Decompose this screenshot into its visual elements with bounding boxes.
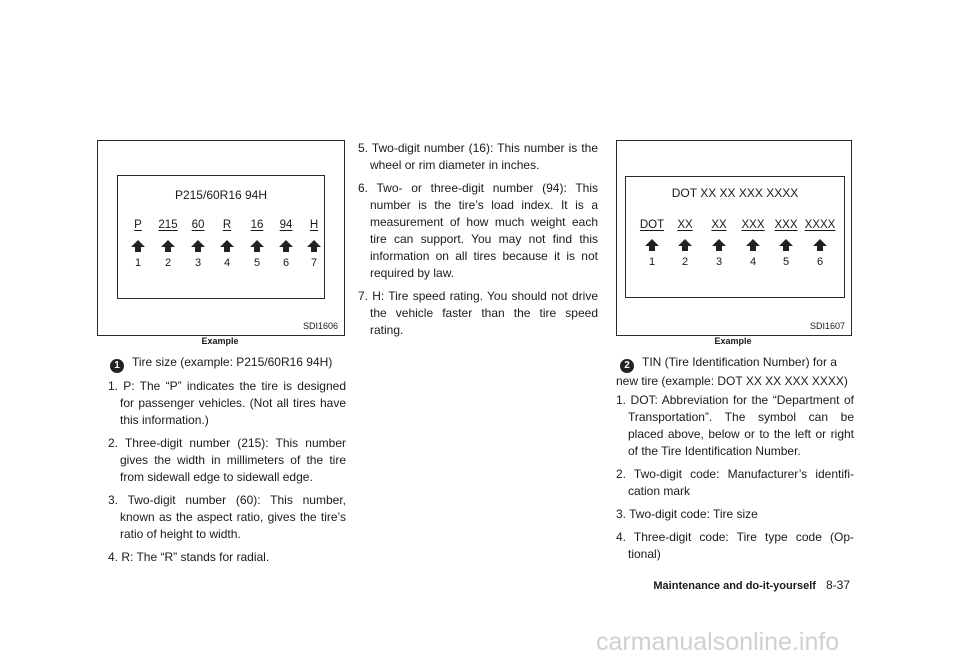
- section-tire-size-title: Tire size (example: P215/60R16 94H): [132, 355, 333, 369]
- figure-tin-caption: Example: [714, 336, 752, 346]
- arrow-up-icon: [779, 238, 793, 250]
- arrow-up-icon: [746, 238, 760, 250]
- arrow-up-icon: [191, 239, 205, 251]
- arrow-up-icon: [645, 238, 659, 250]
- callout-number: 6: [282, 257, 290, 269]
- tire-code-token: XX: [711, 219, 727, 231]
- list-item: 3. Two-digit number (60): This number, known as the aspect ratio, gives the tire’s ratio of height to width.: [108, 493, 346, 541]
- figure-tin-panel: [625, 176, 845, 298]
- callout-number: 5: [782, 256, 790, 268]
- figure-tire-size-panel: [117, 175, 325, 299]
- tire-code-token: 16: [250, 219, 264, 231]
- tire-code-token: 94: [279, 219, 293, 231]
- callout-number: 1: [134, 257, 142, 269]
- tire-code-token: 215: [158, 219, 178, 231]
- callout-number: 6: [816, 256, 824, 268]
- tire-code-token: XX: [677, 219, 693, 231]
- page-footer: [653, 578, 850, 592]
- arrow-up-icon: [678, 238, 692, 250]
- callout-number: 2: [681, 256, 689, 268]
- figure-tire-size-title: P215/60R16 94H: [174, 188, 268, 202]
- section-tin-title-line1: TIN (Tire Identification Number) for a: [642, 355, 837, 369]
- page-number: 8-37: [825, 578, 850, 592]
- tire-code-token: R: [222, 219, 232, 231]
- section-tin-title-line2: new tire (example: DOT XX XX XXX XXXX): [616, 374, 848, 388]
- callout-number: 4: [749, 256, 757, 268]
- callout-number: 4: [223, 257, 231, 269]
- callout-number: 2: [164, 257, 172, 269]
- tire-code-token: DOT: [639, 219, 665, 231]
- callout-number: 3: [194, 257, 202, 269]
- arrow-up-icon: [131, 239, 145, 251]
- arrow-up-icon: [250, 239, 264, 251]
- list-item: 4. R: The “R” stands for radial.: [108, 550, 270, 564]
- arrow-up-icon: [307, 239, 321, 251]
- tin-list: [616, 392, 854, 569]
- watermark: carmanualsonline.info: [596, 628, 840, 656]
- callout-number: 5: [253, 257, 261, 269]
- list-item: 7. H: Tire speed rating. You should not drive the vehicle faster than the tire speed rating.: [358, 289, 598, 337]
- tire-code-token: XXX: [741, 219, 765, 231]
- number-2-icon: 2: [620, 359, 634, 373]
- callout-number: 3: [715, 256, 723, 268]
- figure-tire-size-caption: Example: [201, 336, 239, 346]
- footer-section-title: Maintenance and do-it-yourself: [653, 580, 816, 592]
- list-item: 6. Two- or three-digit number (94): This number is the tire’s load index. It is a measurement of how much weight each tire can support. You may not find this information on all tires because it is not required by law.: [358, 181, 598, 280]
- arrow-up-icon: [161, 239, 175, 251]
- arrow-up-icon: [813, 238, 827, 250]
- tire-code-token: H: [309, 219, 319, 231]
- section-tire-size-heading: [110, 354, 350, 373]
- list-item: 3. Two-digit code: Tire size: [616, 507, 758, 521]
- figure-tire-size-code: SDI1606: [302, 321, 338, 331]
- arrow-up-icon: [279, 239, 293, 251]
- arrow-up-icon: [712, 238, 726, 250]
- callout-number: 7: [310, 257, 318, 269]
- list-item: 5. Two-digit number (16): This number is the wheel or rim diameter in inches.: [358, 141, 598, 172]
- callout-number: 1: [648, 256, 656, 268]
- list-item: 2. Three-digit number (215): This number gives the width in millimeters of the tire from sidewall edge to sidewall edge.: [108, 436, 346, 484]
- number-1-icon: 1: [110, 359, 124, 373]
- tire-code-token: 60: [191, 219, 205, 231]
- figure-tire-size: [97, 140, 345, 336]
- tire-code-token: XXX: [774, 219, 798, 231]
- figure-tin: [616, 140, 852, 336]
- section-tin-heading: [616, 354, 854, 390]
- tire-code-token: P: [134, 219, 142, 231]
- figure-tin-title: DOT XX XX XXX XXXX: [671, 186, 799, 200]
- list-item: 1. P: The “P” indicates the tire is designed for passenger vehicles. (Not all tires have this information.): [108, 379, 346, 427]
- list-item: 2. Two-digit code: Manufacturer’s identifi- cation mark: [616, 467, 854, 498]
- tire-size-list-continued: [358, 140, 598, 345]
- tire-size-list: [108, 378, 346, 572]
- arrow-up-icon: [220, 239, 234, 251]
- figure-tin-code: SDI1607: [809, 321, 845, 331]
- tire-code-token: XXXX: [804, 219, 836, 231]
- list-item: 4. Three-digit code: Tire type code (Op- tional): [616, 530, 854, 561]
- list-item: 1. DOT: Abbreviation for the “Department of Transportation”. The symbol can be placed above, below or to the left or right of the Tire Identification Number.: [616, 393, 854, 458]
